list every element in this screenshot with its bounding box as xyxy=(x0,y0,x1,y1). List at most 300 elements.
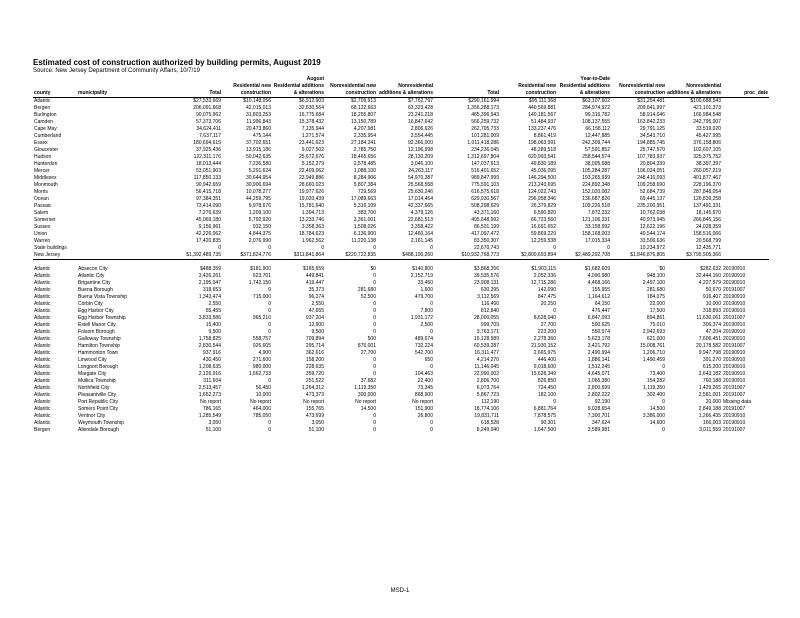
table-cell: 184,075 xyxy=(646,294,665,300)
table-cell: 0 xyxy=(553,245,556,251)
table-cell: 3,046,100 xyxy=(410,161,433,167)
table-cell: 1,490,459 xyxy=(642,357,665,363)
table-cell: 15,008,761 xyxy=(639,343,665,349)
table-cell: 9,500 xyxy=(208,329,221,335)
table-cell: 3,589,981 xyxy=(587,427,610,433)
table-cell: 421,101,373 xyxy=(693,105,721,111)
table-cell: $95,111,368 xyxy=(528,98,556,104)
table-cell: 0 xyxy=(268,378,271,384)
table-cell: State buildings xyxy=(34,245,67,251)
table-cell: 121,106,331 xyxy=(582,217,610,223)
table-cell: 30,906,694 xyxy=(245,182,271,188)
table-cell: 3,763,171 xyxy=(476,329,499,335)
table-cell: 37,702,651 xyxy=(245,140,271,146)
table-cell: 473,373 xyxy=(305,392,324,398)
table-cell: 25,672,676 xyxy=(298,154,324,160)
table-cell: Atlantic xyxy=(34,287,51,293)
table-cell: 3,358,422 xyxy=(410,224,433,230)
table-cell: 2,335,954 xyxy=(353,133,376,139)
table-cell: 999,709 xyxy=(480,322,499,328)
table-cell: 558,757 xyxy=(252,336,271,342)
table-cell: 20,568,799 xyxy=(695,238,721,244)
table-cell: Warren xyxy=(34,238,51,244)
table-cell xyxy=(722,147,769,154)
table-cell: 0 xyxy=(373,329,376,335)
table-cell: Atlantic xyxy=(34,343,51,349)
table-cell: Passaic xyxy=(34,203,52,209)
table-cell: 24,263,117 xyxy=(408,168,433,174)
table-cell: 495,648,992 xyxy=(471,217,499,223)
table-cell: 8,284,906 xyxy=(353,175,376,181)
table-cell: 20190910 xyxy=(723,357,746,363)
table-cell: 262,705,733 xyxy=(471,126,499,132)
county-row xyxy=(33,224,769,231)
table-cell: 108,137,555 xyxy=(582,119,610,125)
table-cell: 209,641,997 xyxy=(637,105,665,111)
table-cell: 28,000,055 xyxy=(473,315,499,321)
table-cell: 500 xyxy=(367,336,376,342)
table-cell: 47,655 xyxy=(308,308,324,314)
table-cell: 133,237,476 xyxy=(528,126,556,132)
table-cell xyxy=(722,224,769,231)
table-cell: 724,450 xyxy=(537,385,556,391)
table-cell: 1,931,172 xyxy=(410,315,433,321)
table-cell: 732,224 xyxy=(414,343,433,349)
table-cell: 7,276,639 xyxy=(198,210,221,216)
county-row xyxy=(33,196,769,203)
table-cell: Atlantic xyxy=(34,336,51,342)
table-cell: 5,807,384 xyxy=(353,182,376,188)
table-cell: 1,208,635 xyxy=(198,364,221,370)
table-cell: 124,022,743 xyxy=(528,189,556,195)
table-cell: $1,903,115 xyxy=(531,266,556,272)
table-cell: 401,877,467 xyxy=(693,175,721,181)
municipality-row xyxy=(33,364,769,371)
table-cell: 155,955 xyxy=(591,287,610,293)
table-cell: 4,207,981 xyxy=(353,126,376,132)
table-cell: 37,925,436 xyxy=(195,147,221,153)
table-cell xyxy=(722,112,769,119)
table-cell: 476,447 xyxy=(591,308,610,314)
table-cell: 775,591,103 xyxy=(471,182,499,188)
table-cell: 1,647,500 xyxy=(533,427,556,433)
table-cell: 271,600 xyxy=(252,357,271,363)
table-cell: 542,700 xyxy=(414,350,433,356)
table-cell: $181,900 xyxy=(250,266,271,272)
table-cell: 9,978,676 xyxy=(248,203,271,209)
table-cell: 1,285,549 xyxy=(198,413,221,419)
table-cell: 20190910 xyxy=(723,294,746,300)
table-cell: 302,400 xyxy=(646,392,665,398)
table-cell: 0 xyxy=(218,245,221,251)
table-cell: 59,869,229 xyxy=(530,231,556,237)
table-cell: 16,311,477 xyxy=(474,350,499,356)
table-cell xyxy=(722,98,769,106)
table-cell: 2,500 xyxy=(420,322,433,328)
table-cell: 9,018,600 xyxy=(533,364,556,370)
table-cell: 1,271,574 xyxy=(301,133,324,139)
table-cell: 479,700 xyxy=(414,294,433,300)
table-cell: 28,660,023 xyxy=(298,182,324,188)
table-cell: 1,119,350 xyxy=(354,385,376,391)
municipality-row xyxy=(33,378,769,385)
table-cell: 1,119,350 xyxy=(643,385,665,391)
municipality-row xyxy=(33,392,769,399)
table-cell: 3,421,792 xyxy=(587,343,610,349)
table-cell: 34,624,411 xyxy=(196,126,221,132)
table-cell: 12,259,538 xyxy=(530,238,556,244)
table-cell: 616,575,618 xyxy=(471,189,499,195)
table-cell: 1,662,733 xyxy=(248,371,271,377)
table-cell: 15,400 xyxy=(205,322,221,328)
table-cell: 27,700 xyxy=(540,322,556,328)
table-cell: 9,947,798 xyxy=(698,350,721,356)
municipality-row xyxy=(33,427,769,434)
table-cell: 45,427,995 xyxy=(695,133,721,139)
table-cell: $63,107,602 xyxy=(582,98,610,104)
table-cell: 38,397,397 xyxy=(695,161,721,167)
table-cell: Salem xyxy=(34,210,49,216)
table-body xyxy=(33,98,769,435)
table-cell xyxy=(77,231,165,238)
table-cell: 0 xyxy=(321,245,324,251)
table-cell: 18,465,656 xyxy=(350,154,376,160)
table-cell: Sussex xyxy=(34,224,51,230)
table-cell: 516,401,652 xyxy=(471,168,499,174)
table-cell: 163,842,233 xyxy=(637,119,665,125)
table-cell: 3,833,586 xyxy=(198,315,221,321)
table-cell: 2,802,222 xyxy=(587,392,610,398)
table-cell: 258,544,574 xyxy=(582,154,610,160)
table-cell: 16,847,642 xyxy=(407,119,433,125)
county-row xyxy=(33,147,769,154)
table-cell: 38,005,688 xyxy=(584,161,610,167)
table-cell: 6,881,764 xyxy=(533,406,556,412)
table-cell xyxy=(722,105,769,112)
table-cell: 2,513,457 xyxy=(198,385,221,391)
table-cell: 56,450 xyxy=(255,385,271,391)
table-cell: 54,970,387 xyxy=(407,175,433,181)
construction-cost-table xyxy=(33,76,769,434)
county-row xyxy=(33,238,769,245)
table-cell xyxy=(722,189,769,196)
table-cell xyxy=(77,238,165,245)
table-cell: 20190910 xyxy=(723,364,746,370)
table-cell: 73,345 xyxy=(417,385,433,391)
table-cell: 2,550 xyxy=(208,301,221,307)
table-cell: 630,395 xyxy=(480,287,499,293)
table-cell: 3,112,569 xyxy=(477,294,499,300)
column-header-row xyxy=(33,83,769,98)
column-header: Residential additions & alterations xyxy=(557,83,611,98)
table-cell: $10,148,056 xyxy=(243,98,271,104)
county-row xyxy=(33,210,769,217)
table-cell: Brigantine City xyxy=(78,280,111,286)
table-cell: 20191007 xyxy=(723,315,746,321)
table-cell: 16,775,684 xyxy=(298,112,324,118)
table-cell: 475,144 xyxy=(252,133,271,139)
table-cell: 615,200 xyxy=(702,364,721,370)
table-cell: 37,682 xyxy=(360,378,376,384)
municipality-row xyxy=(33,294,769,301)
table-cell: 137,491,331 xyxy=(693,203,721,209)
table-cell: 140,181,567 xyxy=(528,112,556,118)
table-cell: $0 xyxy=(370,266,376,272)
table-cell: 154,282 xyxy=(646,378,665,384)
table-cell: 20191007 xyxy=(723,287,746,293)
table-cell: 17,014,454 xyxy=(407,196,433,202)
table-cell: 4,468,166 xyxy=(587,280,610,286)
table-cell: 9,156,961 xyxy=(198,224,221,230)
column-header: Residential new construction xyxy=(222,83,272,98)
table-cell: $1,682,609 xyxy=(584,266,610,272)
table-cell: 39,535,576 xyxy=(473,273,499,279)
table-cell: 325,375,752 xyxy=(693,154,721,160)
table-cell: 151,900 xyxy=(414,406,433,412)
table-cell: New Jersey xyxy=(33,252,77,260)
table-cell xyxy=(722,154,769,161)
table-cell: 213,243,695 xyxy=(528,182,556,188)
table-cell: 22,670,743 xyxy=(473,245,499,251)
table-cell: 318,893 xyxy=(702,308,721,314)
table-cell: 7,872,332 xyxy=(587,210,610,216)
table-cell: 24,028,359 xyxy=(695,224,721,230)
municipality-row xyxy=(33,343,769,350)
table-cell: 0 xyxy=(373,315,376,321)
table-cell: 15,781,640 xyxy=(298,203,324,209)
county-row xyxy=(33,189,769,196)
column-header: Nonresidential new construction xyxy=(325,83,377,98)
municipality-row xyxy=(33,350,769,357)
table-cell: Allendale Borough xyxy=(78,427,119,433)
table-cell: 25,747,570 xyxy=(639,147,665,153)
municipality-row xyxy=(33,371,769,378)
table-cell: 34,543,710 xyxy=(639,133,665,139)
table-cell: 25,630,246 xyxy=(407,189,433,195)
county-row xyxy=(33,126,769,133)
source-note: Source: New Jersey Department of Community Affairs, 10/7/19 xyxy=(33,68,200,74)
table-cell: 20190910 xyxy=(723,301,746,307)
table-cell: 980,000 xyxy=(252,364,271,370)
table-cell: Somerset xyxy=(34,217,56,223)
table-cell: $488,100,260 xyxy=(377,252,434,260)
table-cell: 15,378,432 xyxy=(298,119,324,125)
table-cell: 1,065,380 xyxy=(587,378,610,384)
table-cell: 18,013,444 xyxy=(195,161,221,167)
table-cell: 2,785,750 xyxy=(353,147,376,153)
table-cell: 440,569,881 xyxy=(528,105,556,111)
table-cell xyxy=(77,168,165,175)
table-cell xyxy=(722,231,769,238)
table-cell: Atlantic xyxy=(34,322,51,328)
county-row xyxy=(33,245,769,252)
table-cell: Atlantic xyxy=(34,273,51,279)
county-row xyxy=(33,119,769,126)
table-cell: 3,358,363 xyxy=(301,224,324,230)
table-cell: 0 xyxy=(662,399,665,405)
table-cell: Northfield City xyxy=(78,385,110,391)
table-cell: 193,265,939 xyxy=(582,175,610,181)
table-cell: 152,020,082 xyxy=(582,189,610,195)
table-cell: 73,414,090 xyxy=(195,203,221,209)
table-cell: 0 xyxy=(373,357,376,363)
table-cell: 29,791,125 xyxy=(639,126,665,132)
table-cell: 0 xyxy=(268,322,271,328)
table-cell: 147,037,613 xyxy=(471,161,499,167)
table-cell: Atlantic xyxy=(34,385,51,391)
table-cell: 650 xyxy=(424,357,433,363)
table-cell: Union xyxy=(34,231,48,237)
table-cell: 21,930,152 xyxy=(530,343,556,349)
table-cell: 894,861 xyxy=(646,315,665,321)
table-cell: 43,371,160 xyxy=(473,210,499,216)
table-cell: 5,792,920 xyxy=(248,217,271,223)
municipality-row xyxy=(33,329,769,336)
table-cell: 251,522 xyxy=(305,378,324,384)
table-cell: 4,227,579 xyxy=(698,280,721,286)
table-cell: 2,578,485 xyxy=(353,161,376,167)
table-cell xyxy=(722,175,769,182)
table-cell: $290,161,994 xyxy=(468,98,499,104)
table-cell: 57,373,706 xyxy=(195,119,221,125)
table-cell: 10,762,038 xyxy=(639,210,665,216)
table-cell: 2,806,626 xyxy=(410,126,433,132)
table-cell: 8,628,040 xyxy=(533,315,556,321)
table-cell xyxy=(77,112,165,119)
table-cell: 158,200 xyxy=(305,357,324,363)
table-cell: 90,301 xyxy=(540,420,556,426)
column-header: Residential additions & alterations xyxy=(273,83,324,96)
table-cell: 376,158,806 xyxy=(693,140,721,146)
column-header: Total xyxy=(434,83,500,98)
table-cell: 20191007 xyxy=(723,343,746,349)
county-row xyxy=(33,161,769,168)
table-cell: 47,204 xyxy=(705,329,721,335)
table-cell: $3,868,356 xyxy=(473,266,499,272)
table-cell: 5,291,624 xyxy=(248,168,271,174)
table-cell xyxy=(77,161,165,168)
table-cell: 106,024,051 xyxy=(637,168,665,174)
table-cell: 359,720 xyxy=(305,371,324,377)
table-cell: 17,500 xyxy=(649,308,665,314)
table-cell: 419,447 xyxy=(305,280,324,286)
table-cell: 2,550 xyxy=(311,301,324,307)
table-cell: Gloucester xyxy=(34,147,59,153)
county-row xyxy=(33,217,769,224)
table-cell: Monmouth xyxy=(34,182,58,188)
table-cell xyxy=(77,126,165,133)
municipality-row xyxy=(33,280,769,287)
table-cell: 989,847,999 xyxy=(471,175,499,181)
table-cell: 2,942,693 xyxy=(642,329,665,335)
table-cell: 166,984,548 xyxy=(693,112,721,118)
county-row xyxy=(33,231,769,238)
table-cell: 12,435,771 xyxy=(695,245,721,251)
table-cell xyxy=(722,210,769,217)
table-cell: Corbin City xyxy=(78,301,103,307)
table-cell: 1,264,312 xyxy=(301,385,324,391)
table-cell xyxy=(77,105,165,112)
table-cell: 295,714 xyxy=(305,343,324,349)
table-cell xyxy=(722,196,769,203)
table-cell: $311,841,864 xyxy=(272,252,325,260)
table-cell: Essex xyxy=(34,140,48,146)
table-cell: Linwood City xyxy=(78,357,107,363)
table-cell: $2,489,292,708 xyxy=(557,252,611,260)
table-cell: 23,441,623 xyxy=(298,140,324,146)
table-cell: 22,990,002 xyxy=(473,371,499,377)
table-cell: 20190910 xyxy=(723,371,746,377)
table-cell: Hunterdon xyxy=(34,161,58,167)
table-cell: 90,942,659 xyxy=(195,182,221,188)
table-cell: 18,784,623 xyxy=(298,231,324,237)
table-cell: 465,396,943 xyxy=(471,112,499,118)
municipality-row xyxy=(33,413,769,420)
table-cell: 0 xyxy=(430,364,433,370)
table-cell: 32,630,564 xyxy=(298,105,324,111)
table-cell: 45,069,180 xyxy=(195,217,221,223)
table-cell: 12,196,998 xyxy=(407,147,433,153)
table-cell: 25,568,558 xyxy=(407,182,433,188)
table-cell: Bergen xyxy=(34,427,51,433)
table-cell: 449,841 xyxy=(305,273,324,279)
table-cell: Missing data xyxy=(723,399,752,405)
table-cell: 66,158,112 xyxy=(585,126,610,132)
table-cell: 621,000 xyxy=(646,336,665,342)
table-cell: 20190910 xyxy=(723,413,746,419)
table-cell: 3,361,001 xyxy=(353,217,376,223)
table-cell: 2,849,188 xyxy=(698,406,721,412)
table-cell: 0 xyxy=(373,427,376,433)
table-cell: 1,011,418,286 xyxy=(467,140,499,146)
table-cell: 7,300,701 xyxy=(587,413,610,419)
table-cell: 1,312,697,804 xyxy=(467,154,499,160)
table-cell: 22,400 xyxy=(417,378,433,384)
table-cell: 182,100 xyxy=(537,392,556,398)
table-cell: 19,831,711 xyxy=(474,413,499,419)
municipality-row xyxy=(33,399,769,406)
table-cell xyxy=(722,217,769,224)
table-cell: 1,962,562 xyxy=(301,238,324,244)
table-cell xyxy=(722,238,769,245)
county-row xyxy=(33,105,769,112)
table-cell: 11,220,138 xyxy=(351,238,376,244)
table-cell: 383,700 xyxy=(357,210,376,216)
table-cell: 13,915,186 xyxy=(245,147,271,153)
table-cell: 142,090 xyxy=(537,287,556,293)
table-cell: Atlantic xyxy=(34,364,51,370)
table-cell: 10,000 xyxy=(255,392,271,398)
table-cell: $3,795,905,366 xyxy=(666,252,722,260)
table-cell: 158,168,003 xyxy=(582,231,610,237)
table-cell: 620,993,541 xyxy=(528,154,556,160)
table-cell: $2,709,913 xyxy=(350,98,376,104)
table-cell: 52,684,739 xyxy=(639,189,665,195)
table-cell: 7,236,580 xyxy=(248,161,271,167)
table-cell: 235,200,951 xyxy=(637,203,665,209)
table-cell: 306,374 xyxy=(702,322,721,328)
table-cell: 126,839,258 xyxy=(693,196,721,202)
table-cell: Atlantic xyxy=(34,280,51,286)
table-cell: 8,249,040 xyxy=(476,427,499,433)
table-cell: 709,894 xyxy=(305,336,324,342)
table-cell: 17,089,663 xyxy=(350,196,376,202)
table-cell: 550,074 xyxy=(591,329,610,335)
table-cell: 101,281,009 xyxy=(471,133,499,139)
table-cell: 417,097,472 xyxy=(471,231,499,237)
table-cell: 12,900 xyxy=(308,322,324,328)
table-cell: $165,659 xyxy=(303,266,324,272)
